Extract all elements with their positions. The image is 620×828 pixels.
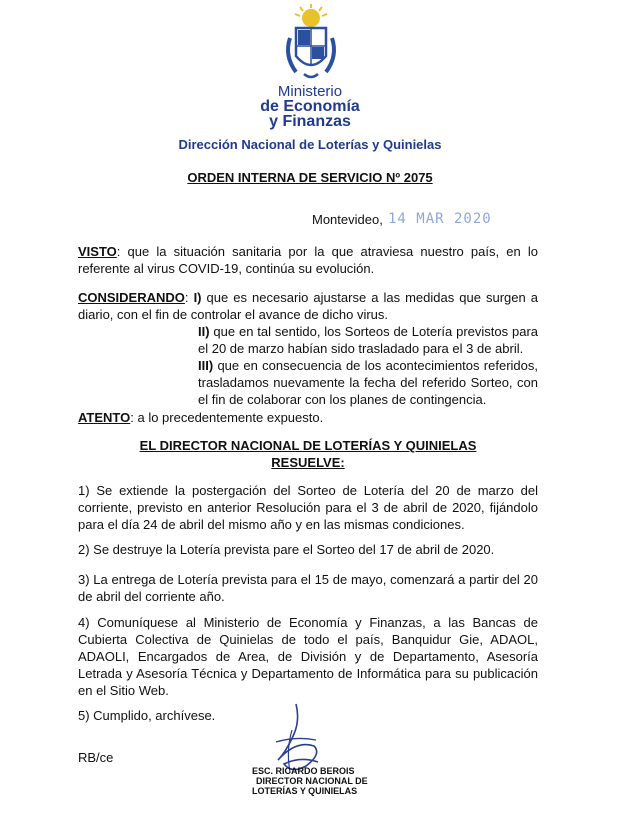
author-initials: RB/ce [78,750,114,765]
resolution-item-1: 1) Se extiende la postergación del Sorteo de Lotería del 20 de marzo del corriente, previsto en anterior Resolución para el 3 de abril de 2020, fijándolo para el día 24 de abril del mismo año y en las mismas condiciones. [78,483,538,532]
ministry-line-2: de Economía [260,98,360,115]
place-label: Montevideo, [312,212,383,227]
considerando-iii-number: III) [198,358,214,373]
signatory-block [252,766,368,796]
signatory-role-line-1: DIRECTOR NACIONAL DE [256,776,368,786]
visto-label: VISTO [78,244,117,259]
visto-text: : que la situación sanitaria por la que atraviesa nuestro país, en lo referente al virus COVID-19, continúa su evolución. [78,244,538,276]
date-stamp: 14 MAR 2020 [388,211,492,227]
resolution-heading-line-2: RESUELVE: [271,455,345,470]
resolution-heading-line-1: EL DIRECTOR NACIONAL DE LOTERÍAS Y QUINIELAS [139,438,477,453]
signatory-role-line-2: LOTERÍAS Y QUINIELAS [252,786,358,796]
resolution-item-2: 2) Se destruye la Lotería prevista pare el Sorteo del 17 de abril de 2020. [78,542,495,557]
visto-paragraph [78,243,538,277]
coat-of-arms-icon [276,4,346,84]
considerando-label: CONSIDERANDO [78,290,185,305]
atento-paragraph [78,409,538,426]
considerando-iii-text: que en consecuencia de los acontecimientos referidos, trasladamos nuevamente la fecha del referido Sorteo, con el fin de colaborar con los planes de contingencia. [198,358,538,407]
ministry-line-3: y Finanzas [269,113,351,130]
considerando-ii-text: que en tal sentido, los Sorteos de Lotería previstos para el 20 de marzo habían sido trasladado para el 3 de abril. [198,324,538,356]
atento-label: ATENTO [78,410,131,425]
considerando-ii-number: II) [198,324,210,339]
document-title: ORDEN INTERNA DE SERVICIO Nº 2075 [187,170,433,185]
resolution-item-4: 4) Comuníquese al Ministerio de Economía y Finanzas, a las Bancas de Cubierta Colectiva de Quinielas de todo el país, Banquidur Gie, ADAOL, ADAOLI, Encargados de Area, de División y de Departamento, Asesoría Letrada y Asesoría Técnica y Departamento de Informática para su publicación en el Sitio Web. [78,615,538,698]
resolution-item-3: 3) La entrega de Lotería prevista para el 15 de mayo, comenzará a partir del 20 de abril del corriente año. [78,572,538,604]
considerando-i-number: I) [193,290,202,305]
atento-text: : a lo precedentemente expuesto. [130,410,324,425]
considerando-paragraph: CONSIDERANDO: I) que es necesario ajustarse a las medidas que surgen a diario, con el fin de controlar el avance de dicho virus. II) que en tal sentido, los Sorteos de Lotería previstos para el 20 de marzo habían sido trasladado para el 3 de abril. III) que en consecuencia de los acontecimientos referidos, trasladamos nuevamente la fecha del referido Sorteo, con el fin de colaborar con los planes de contingencia. [78,290,539,407]
resolution-item-5: 5) Cumplido, archívese. [78,708,216,723]
considerando-i-text: que es necesario ajustarse a las medidas que surgen a diario, con el fin de controlar el avance de dicho virus. [78,290,539,322]
signatory-name: ESC. RICARDO BEROIS [252,766,355,776]
ministry-line-1: Ministerio [277,83,343,100]
resolution-heading [78,437,538,471]
direction-name: Dirección Nacional de Loterías y Quinielas [178,137,442,152]
